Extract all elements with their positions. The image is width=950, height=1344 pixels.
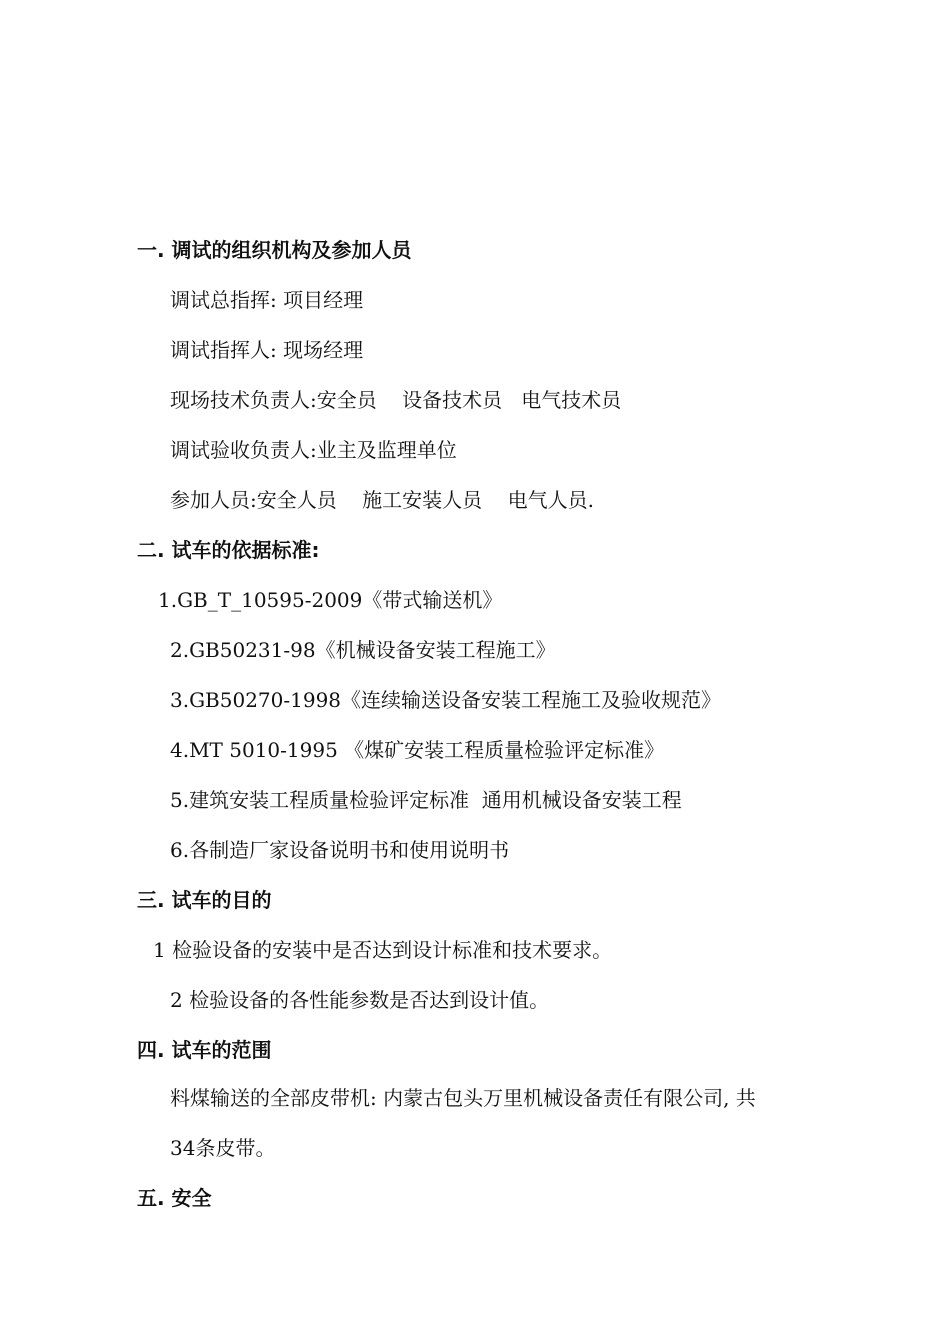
- section-3-line-1: 1 检验设备的安装中是否达到设计标准和技术要求。: [153, 938, 613, 962]
- section-1-line-5: 参加人员:安全人员 施工安装人员 电气人员.: [170, 488, 594, 512]
- section-2-line-6: 6.各制造厂家设备说明书和使用说明书: [170, 838, 510, 862]
- section-5-heading: 五. 安全: [137, 1186, 212, 1210]
- section-2-line-3: 3.GB50270-1998《连续输送设备安装工程施工及验收规范》: [170, 688, 722, 712]
- section-4-line-1: 料煤输送的全部皮带机: 内蒙古包头万里机械设备责任有限公司, 共: [170, 1086, 756, 1110]
- section-1-line-3: 现场技术负责人:安全员 设备技术员 电气技术员: [170, 388, 622, 412]
- section-2-heading: 二. 试车的依据标准:: [137, 538, 320, 562]
- section-1-line-1: 调试总指挥: 项目经理: [170, 288, 364, 312]
- section-1-line-2: 调试指挥人: 现场经理: [170, 338, 364, 362]
- section-4-line-2: 34条皮带。: [170, 1136, 276, 1160]
- section-2-line-4: 4.MT 5010-1995 《煤矿安装工程质量检验评定标准》: [170, 738, 665, 762]
- section-3-line-2: 2 检验设备的各性能参数是否达到设计值。: [170, 988, 550, 1012]
- section-2-line-5: 5.建筑安装工程质量检验评定标准 通用机械设备安装工程: [170, 788, 682, 812]
- section-1-heading: 一. 调试的组织机构及参加人员: [137, 238, 412, 262]
- section-4-heading: 四. 试车的范围: [137, 1038, 272, 1062]
- section-1-line-4: 调试验收负责人:业主及监理单位: [170, 438, 457, 462]
- section-3-heading: 三. 试车的目的: [137, 888, 272, 912]
- section-2-line-1: 1.GB_T_10595-2009《带式输送机》: [158, 588, 503, 612]
- section-2-line-2: 2.GB50231-98《机械设备安装工程施工》: [170, 638, 556, 662]
